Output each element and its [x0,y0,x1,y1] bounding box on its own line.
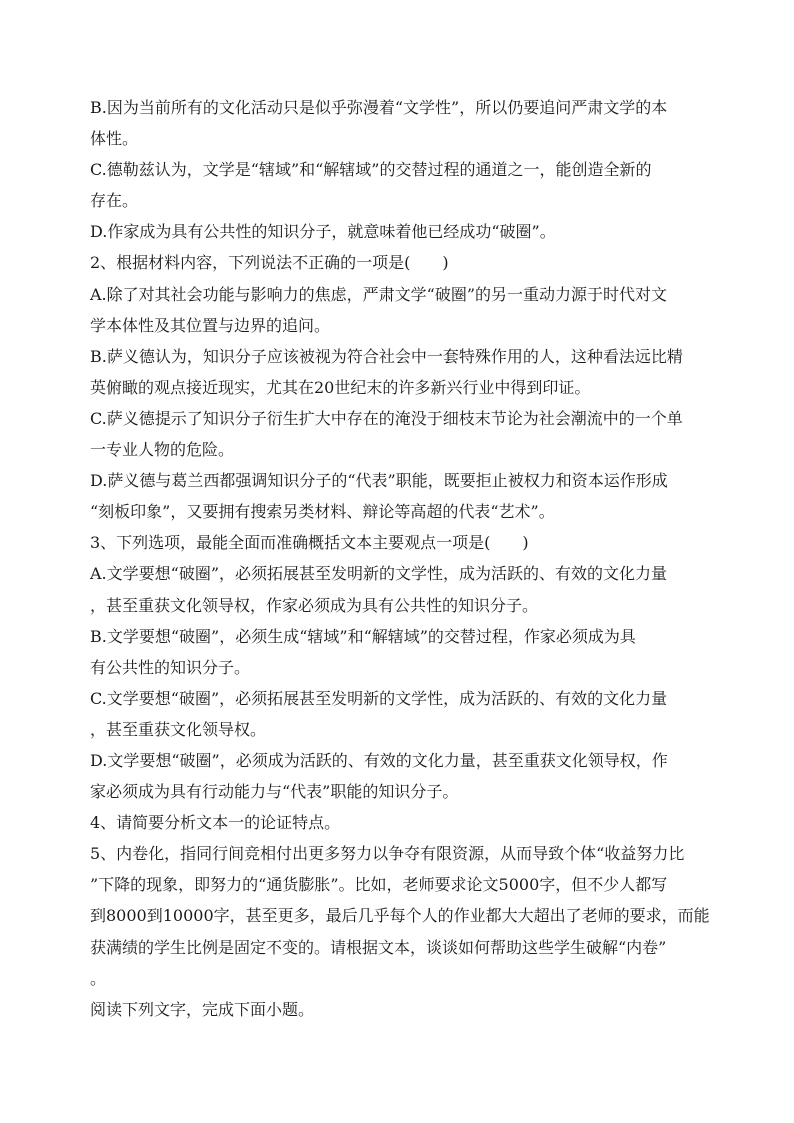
text-line: C.萨义德提示了知识分子衍生扩大中存在的淹没于细枝末节论为社会潮流中的一个单 [90,408,683,428]
text-line: “刻板印象”，又要拥有搜索另类材料、辩论等高超的代表“艺术”。 [90,502,555,522]
text-line: D.萨义德与葛兰西都强调知识分子的“代表”职能，既要拒止被权力和资本运作形成 [90,471,668,491]
text-line: C.文学要想“破圈”，必须拓展甚至发明新的文学性，成为活跃的、有效的文化力量 [90,688,668,708]
text-line: ，甚至重获文化领导权，作家必须成为具有公共性的知识分子。 [90,595,539,615]
text-line: ，甚至重获文化领导权。 [90,719,267,739]
text-line: D.文学要想“破圈”，必须成为活跃的、有效的文化力量，甚至重获文化领导权，作 [90,750,668,770]
text-line: ”下降的现象，即努力的“通货膨胀”。比如，老师要求论文5000字，但不少人都写 [90,875,668,895]
question-heading: 4、请简要分析文本一的论证特点。 [90,813,341,833]
question-heading: 5、内卷化，指同行间竞相付出更多努力以争夺有限资源，从而导致个体“收益努力比 [90,844,685,864]
text-line: A.文学要想“破圈”，必须拓展甚至发明新的文学性，成为活跃的、有效的文化力量 [90,564,668,584]
text-line: 存在。 [90,191,139,211]
text-line: B.因为当前所有的文化活动只是似乎弥漫着“文学性”，所以仍要追问严肃文学的本 [90,98,668,117]
text-line: 学本体性及其位置与边界的追问。 [90,315,331,335]
text-line: C.德勒兹认为，文学是“辖域”和“解辖域”的交替过程的通道之一，能创造全新的 [90,160,652,180]
section-instruction: 阅读下列文字，完成下面小题。 [90,999,315,1019]
text-line: 家必须成为具有行动能力与“代表”职能的知识分子。 [90,782,459,802]
text-line: A.除了对其社会功能与影响力的焦虑，严肃文学“破圈”的另一重动力源于时代对文 [90,284,668,304]
question-heading: 3、下列选项，最能全面而准确概括文本主要观点一项是( ) [90,533,529,553]
text-line: 有公共性的知识分子。 [90,657,251,677]
text-line: 获满绩的学生比例是固定不变的。请根据文本，谈谈如何帮助这些学生破解“内卷” [90,937,667,957]
text-line: 。 [90,968,107,988]
text-line: 英俯瞰的观点接近现实，尤其在20世纪末的许多新兴行业中得到印证。 [90,377,591,397]
text-line: 一专业人物的危险。 [90,440,235,460]
text-line: D.作家成为具有公共性的知识分子，就意味着他已经成功“破圈”。 [90,222,556,242]
text-line: 体性。 [90,129,139,149]
text-line: 到8000到10000字，甚至更多，最后几乎每个人的作业都大大超出了老师的要求，而能 [90,906,710,926]
text-line: B.文学要想“破圈”，必须生成“辖域”和“解辖域”的交替过程，作家必须成为具 [90,626,636,646]
document-page [90,92,710,1025]
question-heading: 2、根据材料内容，下列说法不正确的一项是( ) [90,253,449,273]
text-line: B.萨义德认为，知识分子应该被视为符合社会中一套特殊作用的人，这种看法远比精 [90,346,683,366]
